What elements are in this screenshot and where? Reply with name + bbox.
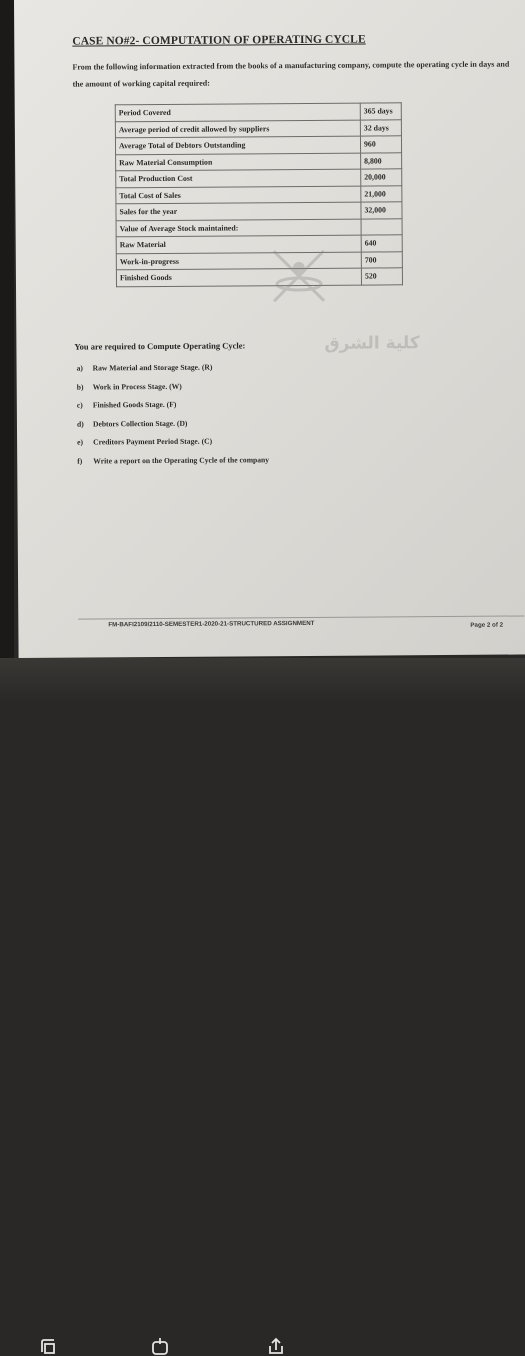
table-cell-value: 365 days xyxy=(360,103,401,120)
table-cell-label: Value of Average Stock maintained: xyxy=(116,219,361,237)
table-row xyxy=(115,103,401,121)
table-row xyxy=(116,268,402,286)
data-table xyxy=(115,102,403,286)
table-cell-value: 32,000 xyxy=(361,202,402,219)
table-cell-value: 960 xyxy=(360,136,401,153)
table-cell-label: Raw Material xyxy=(116,235,361,253)
table-cell-label: Work-in-progress xyxy=(116,252,361,270)
list-item xyxy=(77,436,269,456)
table-row xyxy=(116,202,402,220)
table-cell-label: Total Production Cost xyxy=(116,169,361,187)
table-row xyxy=(115,119,401,137)
table-cell-value: 32 days xyxy=(360,119,401,136)
list-item xyxy=(77,362,269,382)
table-cell-value: 21,000 xyxy=(361,185,402,202)
rotate-icon[interactable] xyxy=(38,1336,58,1356)
list-item-text: Write a report on the Operating Cycle of the company xyxy=(93,454,270,465)
table-row xyxy=(116,185,402,203)
table-cell-label: Average period of credit allowed by suppliers xyxy=(115,120,360,138)
table-cell-value: 20,000 xyxy=(361,169,402,186)
table-row xyxy=(116,169,402,187)
list-marker: b) xyxy=(76,382,84,392)
list-item-text: Finished Goods Stage. (F) xyxy=(92,399,177,410)
list-item-text: Creditors Payment Period Stage. (C) xyxy=(93,436,213,447)
table-cell-label: Total Cost of Sales xyxy=(116,186,361,204)
table-row xyxy=(115,136,401,154)
list-marker: d) xyxy=(76,419,84,429)
footer-code: FM-BAFI2109/2110-SEMESTER1-2020-21-STRUCTURED ASSIGNMENT xyxy=(108,619,315,629)
table-cell-value xyxy=(361,218,402,235)
table-row xyxy=(116,218,402,236)
table-cell-value: 640 xyxy=(361,235,402,252)
emblem-watermark-icon xyxy=(264,246,334,306)
table-cell-value: 8,800 xyxy=(361,152,402,169)
table-row xyxy=(116,235,402,253)
table-cell-label: Raw Material Consumption xyxy=(116,153,361,171)
list-marker: a) xyxy=(76,363,83,373)
table-cell-label: Average Total of Debtors Outstanding xyxy=(115,136,360,154)
crop-icon[interactable] xyxy=(150,1336,170,1356)
device-bezel xyxy=(0,0,14,700)
logo-watermark: كلية الشرق xyxy=(324,333,420,354)
document-title: CASE NO#2- COMPUTATION OF OPERATING CYCLE xyxy=(72,33,366,48)
table-cell-label: Period Covered xyxy=(115,103,360,121)
list-item-text: Work in Process Stage. (W) xyxy=(92,381,182,391)
table-cell-label: Finished Goods xyxy=(116,268,361,286)
list-item xyxy=(77,381,269,401)
document-intro: From the following information extracted from the books of a manufacturing company, compute the operating cycle in days and the amount of working capital required: xyxy=(72,59,510,89)
requirements-title: You are required to Compute Operating Cycle: xyxy=(74,340,246,352)
footer-page-number: Page 2 of 2 xyxy=(470,621,504,629)
list-marker: e) xyxy=(77,437,84,447)
list-marker: f) xyxy=(77,456,83,466)
requirements-list xyxy=(77,362,270,474)
table-row xyxy=(116,251,402,269)
list-item xyxy=(77,399,269,419)
list-marker: c) xyxy=(76,400,83,410)
table-cell-label: Sales for the year xyxy=(116,202,361,220)
list-item-text: Raw Material and Storage Stage. (R) xyxy=(92,362,213,373)
footer-divider xyxy=(78,615,524,619)
viewer-toolbar xyxy=(0,658,525,700)
table-row xyxy=(116,152,402,170)
share-icon[interactable] xyxy=(266,1336,286,1356)
list-item xyxy=(77,455,269,475)
list-item-text: Debtors Collection Stage. (D) xyxy=(92,418,188,428)
table-cell-value: 520 xyxy=(361,268,402,285)
list-item xyxy=(77,418,269,438)
document-page xyxy=(14,0,525,658)
table-cell-value: 700 xyxy=(361,251,402,268)
